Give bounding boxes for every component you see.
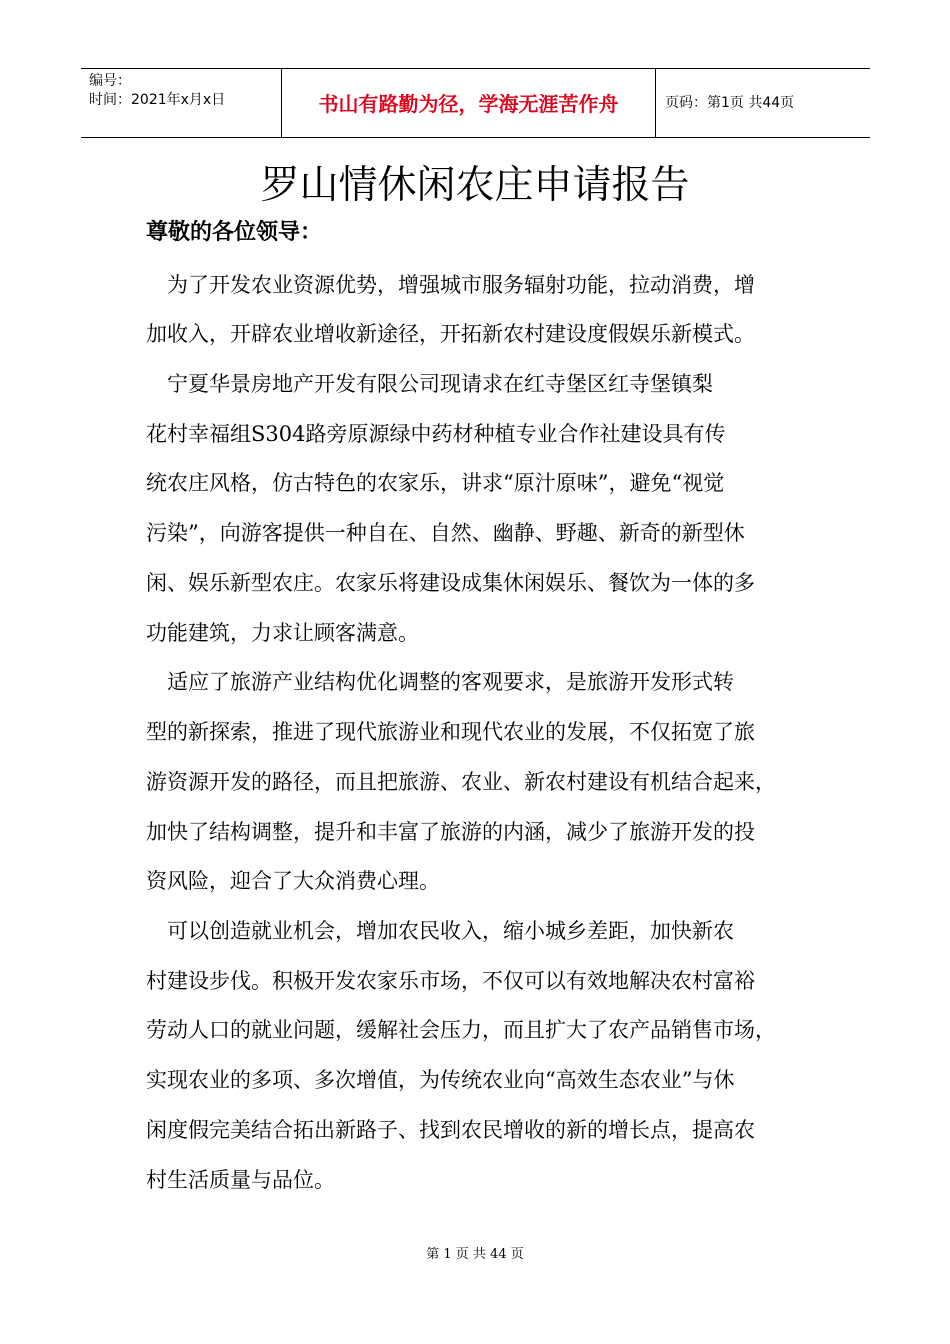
paragraph-4-line-6: 村生活质量与品位。	[146, 1168, 335, 1192]
paragraph-2-line-4: 污染”，向游客提供一种自在、自然、幽静、野趣、新奇的新型休	[146, 521, 745, 545]
paragraph-3-line-5: 资风险，迎合了大众消费心理。	[146, 869, 440, 893]
document-time-label: 时间：2021年x月x日	[89, 92, 226, 108]
paragraph-2-line-6: 功能建筑，力求让顾客满意。	[146, 621, 419, 645]
paragraph-3-line-1: 适应了旅游产业结构优化调整的客观要求，是旅游开发形式转	[146, 670, 734, 694]
paragraph-4-line-3: 劳动人口的就业问题，缓解社会压力，而且扩大了农产品销售市场，	[146, 1018, 776, 1042]
header-page-info: 页码：第1页 共44页	[665, 95, 795, 111]
paragraph-3-line-4: 加快了结构调整，提升和丰富了旅游的内涵，减少了旅游开发的投	[146, 820, 755, 844]
document-title: 罗山情休闲农庄申请报告	[260, 163, 690, 208]
document-number-label: 编号：	[89, 73, 131, 89]
header-motto: 书山有路勤为径，学海无涯苦作舟	[318, 92, 619, 116]
paragraph-2-line-2: 花村幸福组S304路旁原源绿中药材种植专业合作社建设具有传	[146, 422, 726, 446]
document-header	[81, 68, 870, 138]
paragraph-3-line-2: 型的新探索，推进了现代旅游业和现代农业的发展，不仅拓宽了旅	[146, 720, 755, 744]
header-motto-cell	[281, 69, 656, 137]
header-page-cell	[655, 69, 870, 137]
paragraph-4-line-4: 实现农业的多项、多次增值，为传统农业向“高效生态农业”与休	[146, 1068, 735, 1092]
paragraph-1-line-2: 加收入，开辟农业增收新途径，开拓新农村建设度假娱乐新模式。	[146, 322, 755, 346]
page-footer: 第 1 页 共 44 页	[426, 1247, 524, 1262]
paragraph-3-line-3: 游资源开发的路径，而且把旅游、农业、新农村建设有机结合起来，	[146, 770, 776, 794]
salutation: 尊敬的各位领导：	[146, 220, 323, 245]
paragraph-2-line-3: 统农庄风格，仿古特色的农家乐，讲求“原汁原味”，避免“视觉	[146, 471, 725, 495]
paragraph-2-line-5: 闲、娱乐新型农庄。农家乐将建设成集休闲娱乐、餐饮为一体的多	[146, 571, 755, 595]
paragraph-1-line-1: 为了开发农业资源优势，增强城市服务辐射功能，拉动消费，增	[146, 273, 755, 297]
paragraph-4-line-2: 村建设步伐。积极开发农家乐市场，不仅可以有效地解决农村富裕	[146, 969, 755, 993]
paragraph-4-line-5: 闲度假完美结合拓出新路子、找到农民增收的新的增长点，提高农	[146, 1118, 755, 1142]
paragraph-4-line-1: 可以创造就业机会，增加农民收入，缩小城乡差距，加快新农	[146, 919, 734, 943]
header-meta-cell	[81, 69, 281, 137]
paragraph-2-line-1: 宁夏华景房地产开发有限公司现请求在红寺堡区红寺堡镇梨	[146, 372, 713, 396]
